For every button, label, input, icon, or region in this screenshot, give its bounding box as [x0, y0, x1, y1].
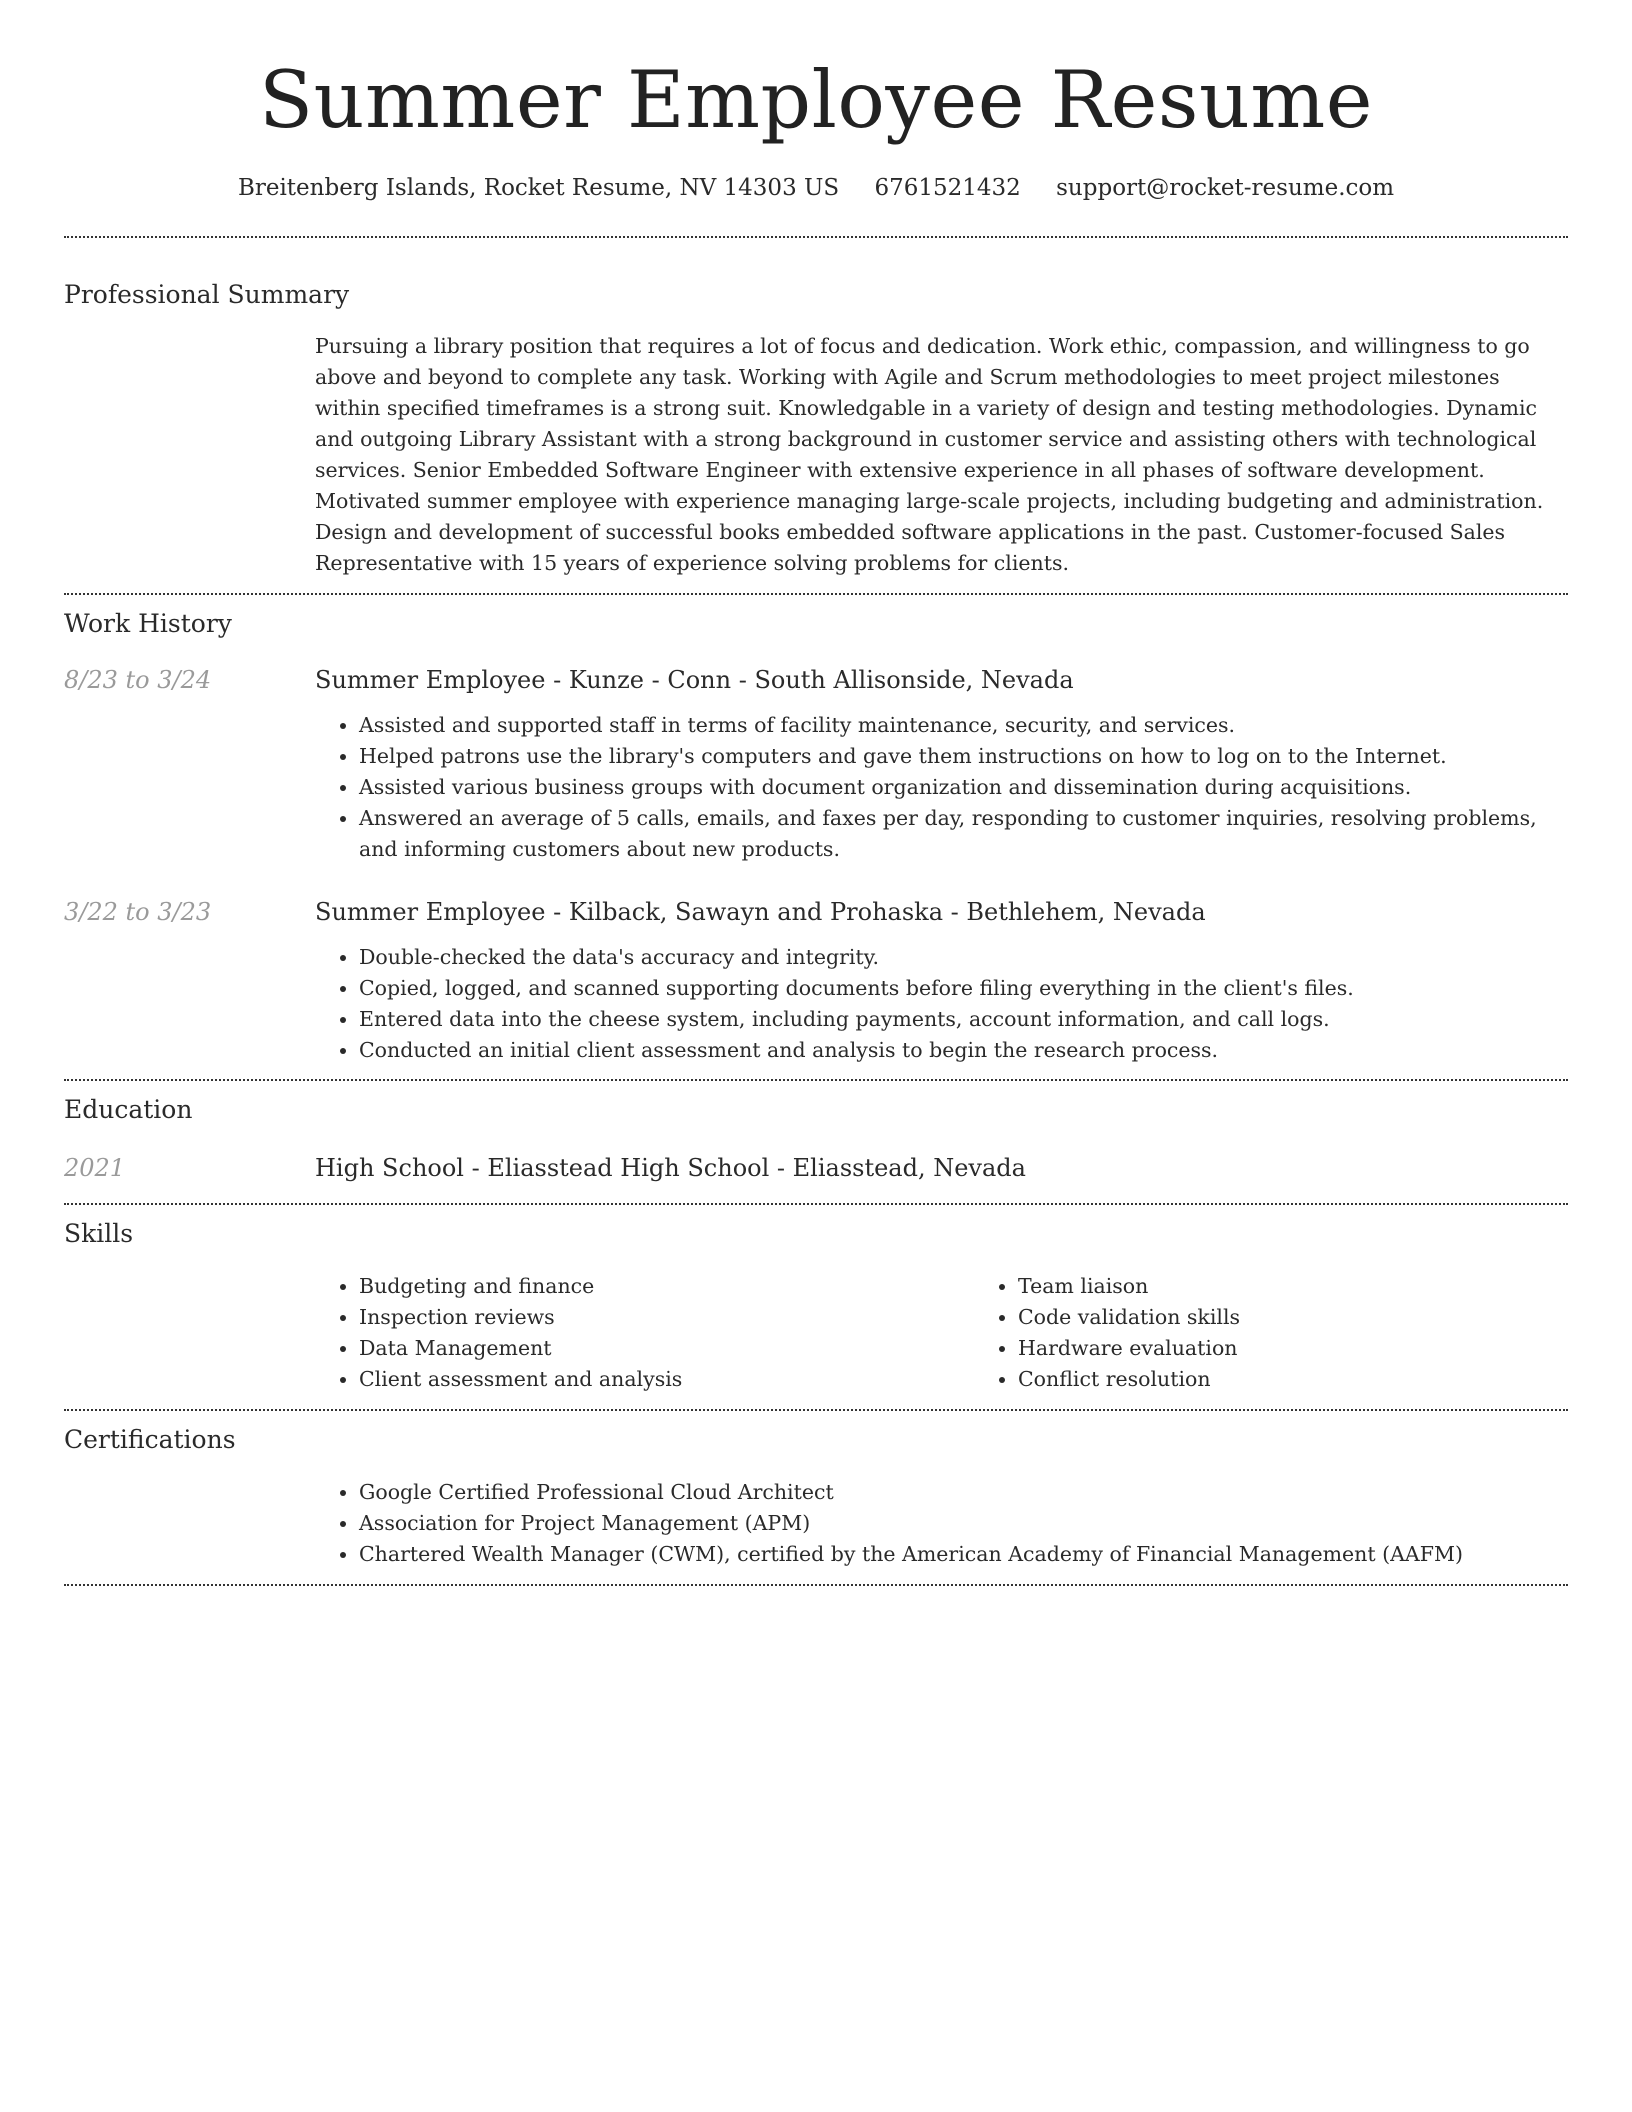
certification-item: • Google Certified Professional Cloud Architect	[359, 1477, 1568, 1508]
summary-title: Professional Summary	[64, 280, 350, 309]
summary-left-spacer	[64, 331, 315, 579]
certifications-title: Certifications	[64, 1425, 236, 1454]
certification-item: • Association for Project Management (APM)	[359, 1508, 1568, 1539]
certifications-row	[64, 1477, 1568, 1570]
skills-list-right	[974, 1271, 1632, 1395]
job-dates: 8/23 to 3/24	[64, 666, 212, 694]
resume-header	[64, 0, 1568, 204]
skill-item: • Team liaison	[1018, 1271, 1632, 1302]
certifications-body	[315, 1477, 1568, 1570]
summary-body	[315, 331, 1568, 579]
skills-title: Skills	[64, 1219, 134, 1248]
resume-name: Summer Employee Resume	[259, 54, 1373, 146]
skill-item: • Budgeting and finance	[359, 1271, 974, 1302]
summary-row	[64, 331, 1568, 579]
job-bullet: • Conducted an initial client assessment and analysis to begin the research process.	[359, 1035, 1568, 1066]
skills-left-spacer	[64, 1271, 315, 1395]
job-bullets	[315, 710, 1568, 865]
certifications-section	[64, 1411, 1568, 1584]
summary-text: Pursuing a library position that requires a lot of focus and dedication. Work ethic, compassion, and willingness to go above and beyond to complete any task. Working with Agile and Scrum methodologies to meet project milestones within specified timeframes is a strong suit. Knowledgable in a variety of design and testing methodologies. Dynamic and outgoing Library Assistant with a strong background in customer service and assisting others with technological services. Senior Embedded Software Engineer with extensive experience in all phases of software development. Motivated summer employee with experience managing large-scale projects, including budgeting and administration. Design and development of successful books embedded software applications in the past. Customer-focused Sales Representative with 15 years of experience solving problems for clients.	[315, 334, 1544, 575]
skills-section	[64, 1205, 1568, 1409]
certification-item: • Chartered Wealth Manager (CWM), certified by the American Academy of Financial Management (AAFM)	[359, 1539, 1568, 1570]
education-section	[64, 1081, 1568, 1203]
job-bullet: • Double-checked the data's accuracy and integrity.	[359, 942, 1568, 973]
job-bullet: • Assisted various business groups with document organization and dissemination during acquisitions.	[359, 772, 1568, 803]
skill-item: • Code validation skills	[1018, 1302, 1632, 1333]
skill-item: • Hardware evaluation	[1018, 1333, 1632, 1364]
job-entry	[64, 663, 1568, 865]
job-details	[315, 895, 1568, 1066]
skill-item: • Conflict resolution	[1018, 1364, 1632, 1395]
skills-list-left	[315, 1271, 974, 1395]
skills-row	[64, 1271, 1568, 1395]
skills-grid	[315, 1271, 1632, 1395]
job-bullet: • Assisted and supported staff in terms of facility maintenance, security, and services.	[359, 710, 1568, 741]
job-details	[315, 663, 1568, 865]
education-degree: High School - Eliasstead High School - Eliasstead, Nevada	[315, 1154, 1026, 1182]
job-bullet: • Entered data into the cheese system, including payments, account information, and call logs.	[359, 1004, 1568, 1035]
job-entry	[64, 895, 1568, 1066]
job-bullets	[315, 942, 1568, 1066]
work-title: Work History	[64, 609, 232, 638]
contact-line	[64, 172, 1568, 204]
certifications-divider	[64, 1584, 1568, 1586]
skill-item: • Data Management	[359, 1333, 974, 1364]
contact-email: support@rocket-resume.com	[1056, 175, 1395, 201]
education-details	[315, 1151, 1568, 1185]
skill-item: • Inspection reviews	[359, 1302, 974, 1333]
skill-item: • Client assessment and analysis	[359, 1364, 974, 1395]
education-year: 2021	[64, 1154, 126, 1182]
education-title: Education	[64, 1095, 193, 1124]
job-title: Summer Employee - Kilback, Sawayn and Prohaska - Bethlehem, Nevada	[315, 898, 1206, 926]
work-section	[64, 595, 1568, 1079]
job-bullet: • Helped patrons use the library's computers and gave them instructions on how to log on to the Internet.	[359, 741, 1568, 772]
certifications-left-spacer	[64, 1477, 315, 1570]
job-title: Summer Employee - Kunze - Conn - South Allisonside, Nevada	[315, 666, 1074, 694]
job-dates: 3/22 to 3/23	[64, 898, 212, 926]
certifications-list	[315, 1477, 1568, 1570]
job-bullet: • Answered an average of 5 calls, emails, and faxes per day, responding to customer inquiries, resolving problems, and informing customers about new products.	[359, 803, 1568, 865]
job-bullet: • Copied, logged, and scanned supporting documents before filing everything in the client's files.	[359, 973, 1568, 1004]
education-entry	[64, 1151, 1568, 1185]
contact-phone: 6761521432	[874, 175, 1021, 201]
summary-section	[64, 238, 1568, 593]
contact-address: Breitenberg Islands, Rocket Resume, NV 14303 US	[237, 175, 840, 201]
